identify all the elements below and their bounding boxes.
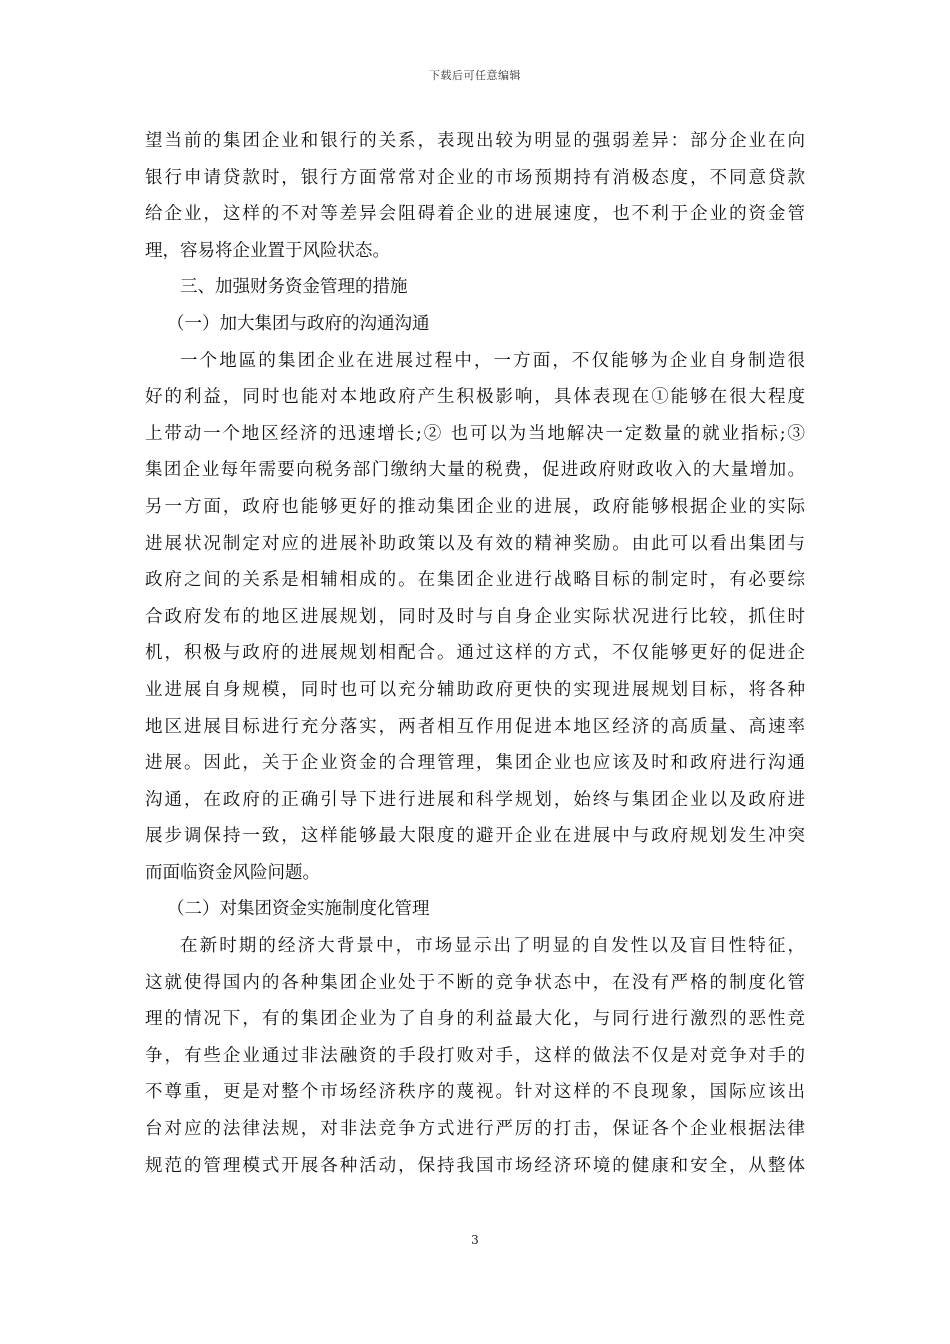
- text-line: 不尊重，更是对整个市场经济秩序的蔑视。针对这样的不良现象，国际应该出: [145, 1082, 805, 1103]
- text-line: 在新时期的经济大背景中，市场显示出了明显的自发性以及盲目性特征，: [180, 936, 805, 957]
- text-line: 给企业，这样的不对等差异会阻碍着企业的进展速度，也不利于企业的资金管: [145, 204, 805, 225]
- text-line: 展步调保持一致，这样能够最大限度的避开企业在进展中与政府规划发生冲突: [145, 826, 805, 847]
- text-line: 沟通，在政府的正确引导下进行进展和科学规划，始终与集团企业以及政府进: [145, 789, 805, 810]
- text-line: 台对应的法律法规，对非法竞争方式进行严厉的打击，保证各个企业根据法律: [145, 1119, 805, 1140]
- text-line: 地区进展目标进行充分落实，两者相互作用促进本地区经济的高质量、高速率: [145, 716, 805, 737]
- subsection-heading: （一）加大集团与政府的沟通沟通: [167, 313, 430, 334]
- text-line: 望当前的集团企业和银行的关系，表现出较为明显的强弱差异：部分企业在向: [145, 131, 805, 151]
- text-line: 这就使得国内的各种集团企业处于不断的竞争状态中，在没有严格的制度化管: [145, 972, 805, 993]
- text-line: 进展状况制定对应的进展补助政策以及有效的精神奖励。由此可以看出集团与: [145, 533, 805, 554]
- text-line: 政府之间的关系是相辅相成的。在集团企业进行战略目标的制定时，有必要综: [145, 570, 805, 591]
- text-line: 规范的管理模式开展各种活动，保持我国市场经济环境的健康和安全，从整体: [145, 1155, 805, 1176]
- text-line: 上带动一个地区经济的迅速增长;② 也可以为当地解决一定数量的就业指标;③: [145, 423, 805, 444]
- text-line: 理，容易将企业置于风险状态。: [145, 240, 390, 261]
- text-line: 进展。因此，关于企业资金的合理管理，集团企业也应该及时和政府进行沟通: [145, 753, 805, 774]
- text-line: 另一方面，政府也能够更好的推动集团企业的进展，政府能够根据企业的实际: [145, 496, 805, 517]
- text-line: 机，积极与政府的进展规划相配合。通过这样的方式，不仅能够更好的促进企: [145, 643, 805, 664]
- body-text: [145, 123, 805, 1184]
- text-line: 业进展自身规模，同时也可以充分辅助政府更快的实现进展规划目标，将各种: [145, 679, 805, 700]
- page-number: 3: [471, 1233, 479, 1247]
- text-line: 理的情况下，有的集团企业为了自身的利益最大化，与同行进行激烈的恶性竞: [145, 1009, 805, 1030]
- section-heading: 三、加强财务资金管理的措施: [180, 277, 408, 298]
- text-line: 银行申请贷款时，银行方面常常对企业的市场预期持有消极态度，不同意贷款: [145, 167, 805, 188]
- text-line: 好的利益，同时也能对本地政府产生积极影响，具体表现在①能够在很大程度: [145, 387, 805, 408]
- text-line: 争，有些企业通过非法融资的手段打败对手，这样的做法不仅是对竞争对手的: [145, 1045, 805, 1066]
- text-line: 合政府发布的地区进展规划，同时及时与自身企业实际状况进行比较，抓住时: [145, 606, 805, 627]
- text-line: 而面临资金风险问题。: [145, 862, 320, 883]
- text-line: 集团企业每年需要向税务部门缴纳大量的税费，促进政府财政收入的大量增加。: [145, 460, 805, 481]
- subsection-heading: （二）对集团资金实施制度化管理: [167, 899, 430, 920]
- page-header: 下载后可任意编辑: [429, 69, 521, 82]
- text-line: 一个地區的集团企业在进展过程中，一方面，不仅能够为企业自身制造很: [180, 350, 805, 371]
